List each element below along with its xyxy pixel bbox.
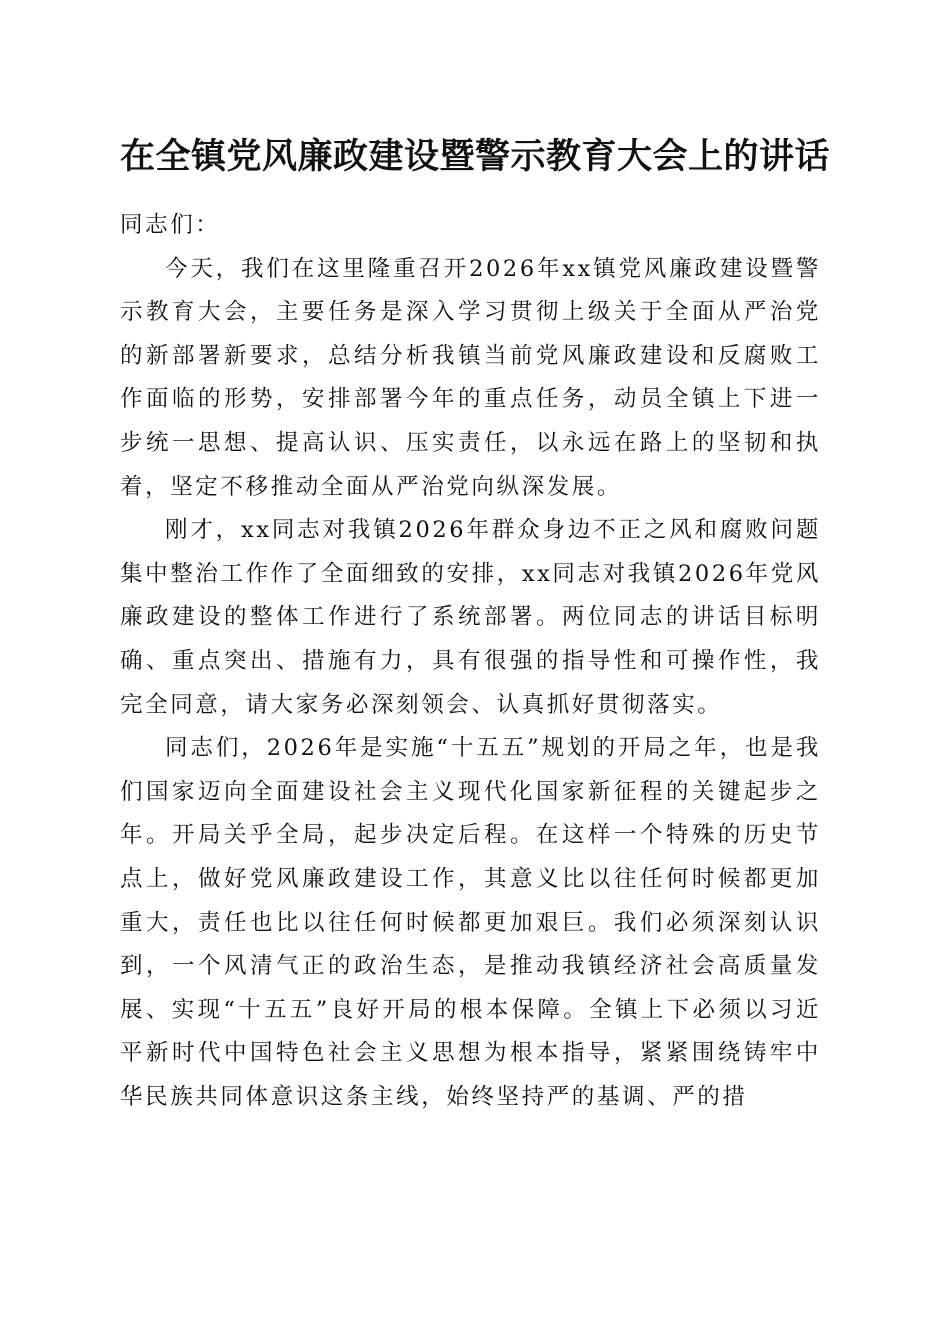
salutation: 同志们： — [120, 212, 221, 238]
paragraph-3: 同志们，2026年是实施“十五五”规划的开局之年，也是我们国家迈向全面建设社会主义现代化国家新征程的关键起步之年。开局关乎全局，起步决定后程。在这样一个特殊的历史节点上，做好党风廉政建设工作，其意义比以往任何时候都更加重大，责任也比以往任何时候都更加艰巨。我们必须深刻认识到，一个风清气正的政治生态，是推动我镇经济社会高质量发展、实现“十五五”良好开局的根本保障。全镇上下必须以习近平新时代中国特色社会主义思想为根本指导，紧紧围绕铸牢中华民族共同体意识这条主线，始终坚持严的基调、严的措 — [120, 735, 821, 1110]
document-title: 在全镇党风廉政建设暨警示教育大会上的讲话 — [119, 136, 830, 177]
paragraph-1: 今天，我们在这里隆重召开2026年xx镇党风廉政建设暨警示教育大会，主要任务是深入学习贯彻上级关于全面从严治党的新部署新要求，总结分析我镇当前党风廉政建设和反腐败工作面临的形势，安排部署今年的重点任务，动员全镇上下进一步统一思想、提高认识、压实责任，以永远在路上的坚韧和执着，坚定不移推动全面从严治党向纵深发展。 — [120, 255, 821, 500]
document-body — [120, 204, 821, 1119]
paragraph-2: 刚才，xx同志对我镇2026年群众身边不正之风和腐败问题集中整治工作作了全面细致的安排，xx同志对我镇2026年党风廉政建设的整体工作进行了系统部署。两位同志的讲话目标明确、重点突出、措施有力，具有很强的指导性和可操作性，我完全同意，请大家务必深刻领会、认真抓好贯彻落实。 — [120, 517, 821, 718]
